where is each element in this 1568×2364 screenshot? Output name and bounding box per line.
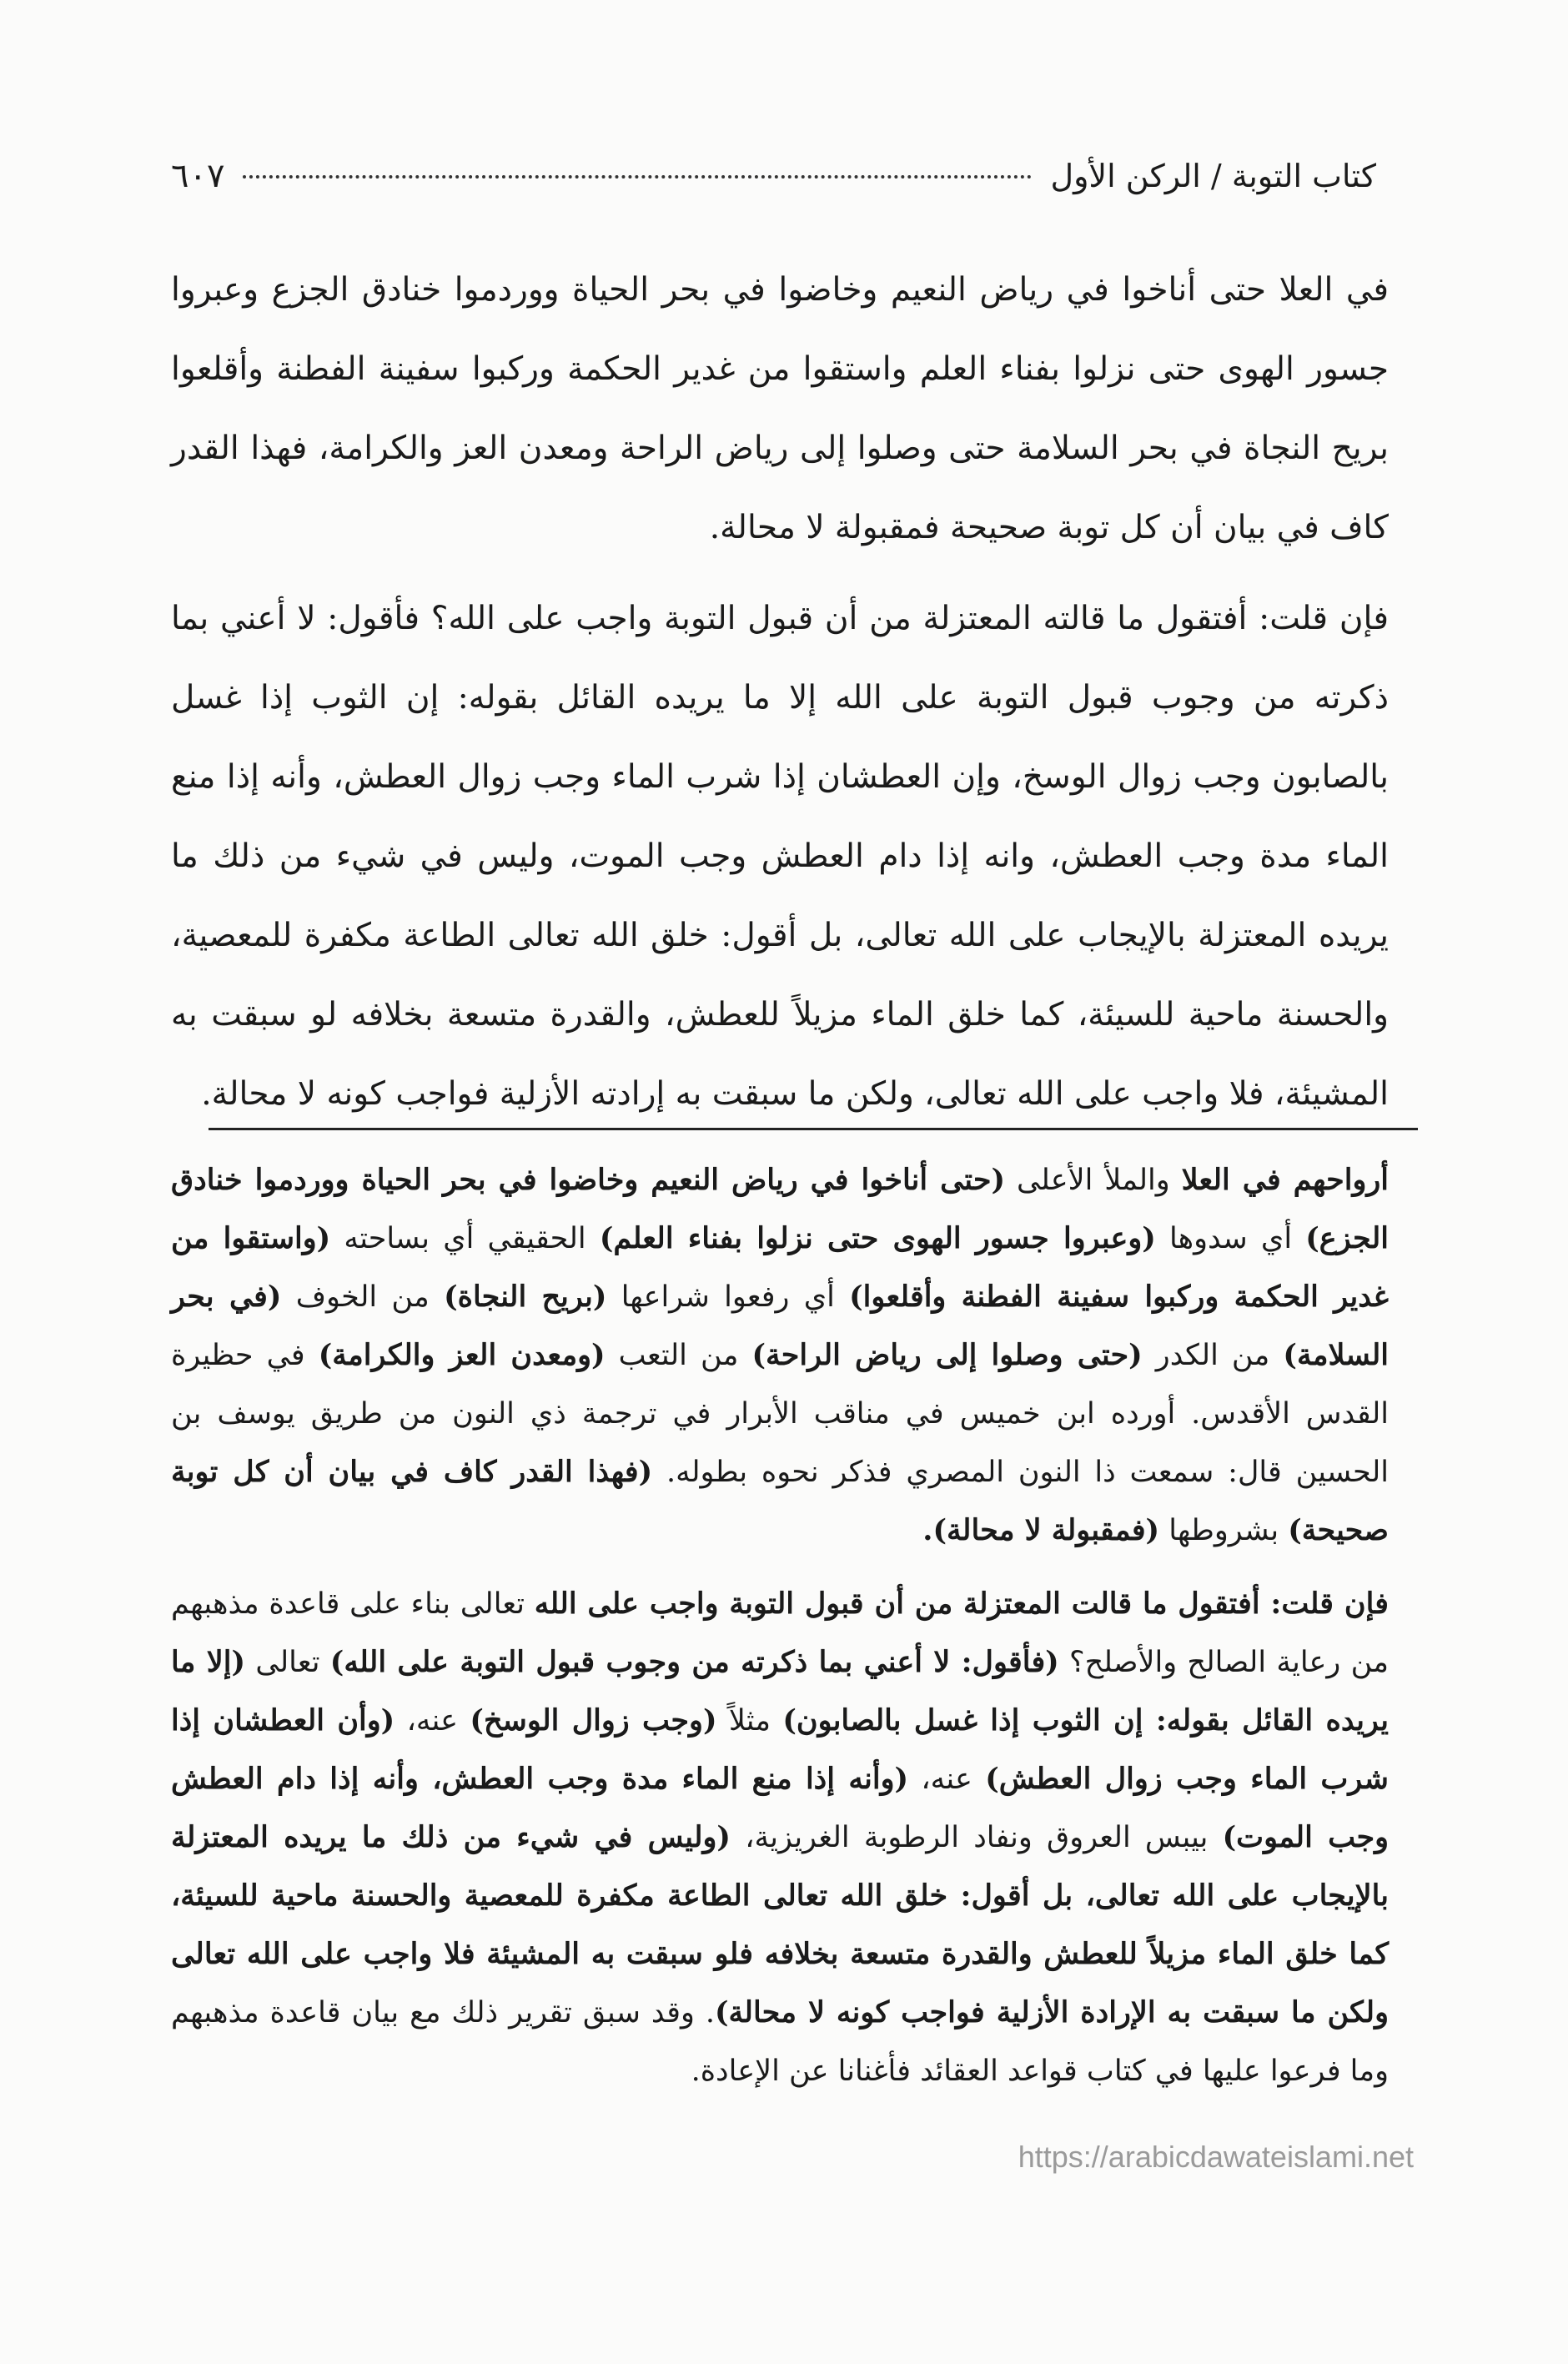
quoted-text: (وجب زوال الوسخ) bbox=[470, 1703, 717, 1738]
gloss-text: أي رفعوا شراعها bbox=[606, 1280, 850, 1314]
footnote-divider bbox=[209, 1128, 1418, 1130]
quoted-text: (وأنه إذا منع الماء مدة وجب العطش، وأنه إذا دام العطش وجب الموت) bbox=[171, 1762, 1390, 1854]
gloss-text: أي سدوها bbox=[1155, 1222, 1306, 1255]
quoted-text: (وأن العطشان إذا شرب الماء وجب زوال العطش) bbox=[171, 1703, 1389, 1796]
quoted-text: (ومعدن العز والكرامة) bbox=[318, 1338, 606, 1372]
gloss-text: . وقد سبق تقرير ذلك مع بيان قاعدة مذهبهم وما فرعوا عليها في كتاب قواعد العقائد فأغنانا عن الإعادة. bbox=[171, 1996, 1389, 2088]
gloss-text: والملأ الأعلى bbox=[1005, 1164, 1182, 1197]
commentary-section bbox=[171, 1151, 1389, 2100]
watermark-url: https://arabicdawateislami.net bbox=[1018, 2140, 1414, 2174]
gloss-text: تعالى بناء على قاعدة مذهبهم من رعاية الصالح والأصلح؟ bbox=[171, 1587, 1390, 1679]
gloss-text: في حظيرة القدس الأقدس. أورده ابن خميس في مناقب الأبرار في ترجمة ذي النون من طريق يوسف بن الحسين قال: سمعت ذا النون المصري فذكر نحوه بطوله. bbox=[171, 1339, 1390, 1489]
header-dot-leader bbox=[243, 175, 1032, 179]
quoted-text: (فأقول: لا أعني بما ذكرته من وجوب قبول التوبة على الله) bbox=[329, 1645, 1059, 1679]
gloss-text: بيبس العروق ونفاد الرطوبة الغريزية، bbox=[730, 1821, 1223, 1854]
gloss-text: بشروطها bbox=[1159, 1514, 1289, 1547]
quoted-text: (إلا ما يريده القائل بقوله: إن الثوب إذا غسل بالصابون) bbox=[171, 1645, 1389, 1738]
quoted-text: (فمقبولة لا محالة). bbox=[922, 1513, 1160, 1547]
gloss-text: تعالى bbox=[245, 1646, 330, 1679]
quoted-text: (في بحر السلامة) bbox=[171, 1280, 1389, 1372]
page-number: ٦٠٧ bbox=[171, 157, 225, 195]
commentary-paragraph-2 bbox=[171, 1575, 1389, 2100]
quoted-text: (واستقوا من غدير الحكمة وركبوا سفينة الفطنة وأقلعوا) bbox=[171, 1221, 1389, 1314]
gloss-text: عنه، bbox=[395, 1704, 470, 1738]
gloss-text: عنه، bbox=[908, 1763, 986, 1796]
quoted-text: فإن قلت: أفتقول ما قالت المعتزلة من أن قبول التوبة واجب على الله bbox=[534, 1587, 1389, 1621]
quoted-text: أرواحهم في العلا bbox=[1181, 1163, 1389, 1197]
gloss-text: من الخوف bbox=[281, 1280, 445, 1314]
gloss-text: من الكدر bbox=[1142, 1339, 1284, 1372]
quoted-text: (حتى أناخوا في رياض النعيم وخاضوا في بحر الحياة ووردموا خنادق الجزع) bbox=[171, 1163, 1389, 1255]
header-title: كتاب التوبة / الركن الأول bbox=[1050, 158, 1376, 194]
main-paragraph-2: فإن قلت: أفتقول ما قالته المعتزلة من أن قبول التوبة واجب على الله؟ فأقول: لا أعني بما ذكرته من وجوب قبول التوبة على الله إلا ما يريده القائل بقوله: إن الثوب إذا غسل بالصابون وجب زوال الوسخ، وإن العطشان إذا شرب الماء وجب زوال العطش، وأنه إذا منع الماء مدة وجب العطش، وانه إذا دام العطش وجب الموت، وليس في شيء من ذلك ما يريده المعتزلة بالإيجاب على الله تعالى، بل أقول: خلق الله تعالى الطاعة مكفرة للمعصية، والحسنة ماحية للسيئة، كما خلق الماء مزيلاً للعطش، والقدرة متسعة بخلافه لو سبقت به المشيئة، فلا واجب على الله تعالى، ولكن ما سبقت به إرادته الأزلية فواجب كونه لا محالة. bbox=[171, 600, 1389, 1113]
gloss-text: من التعب bbox=[605, 1339, 752, 1372]
quoted-text: (وليس في شيء من ذلك ما يريده المعتزلة بالإيجاب على الله تعالى، بل أقول: خلق الله تعالى الطاعة مكفرة للمعصية والحسنة ماحية للسيئة، كما خلق الماء مزيلاً للعطش والقدرة متسعة بخلافه فلو سبقت به المشيئة فلا واجب على الله تعالى ولكن ما سبقت به الإرادة الأزلية فواجب كونه لا محالة) bbox=[171, 1820, 1389, 2030]
quoted-text: (حتى وصلوا إلى رياض الراحة) bbox=[751, 1338, 1143, 1372]
quoted-text: (بريح النجاة) bbox=[444, 1280, 607, 1314]
main-paragraph-1: في العلا حتى أناخوا في رياض النعيم وخاضوا في بحر الحياة ووردموا خنادق الجزع وعبروا جسور الهوى حتى نزلوا بفناء العلم واستقوا من غدير الحكمة وركبوا سفينة الفطنة وأقلعوا بريح النجاة في بحر السلامة حتى وصلوا إلى رياض الراحة ومعدن العز والكرامة، فهذا القدر كاف في بيان أن كل توبة صحيحة فمقبولة لا محالة. bbox=[171, 271, 1389, 546]
gloss-text: الحقيقي أي بساحته bbox=[330, 1222, 600, 1255]
quoted-text: (وعبروا جسور الهوى حتى نزلوا بفناء العلم) bbox=[599, 1221, 1156, 1255]
quoted-text: (فهذا القدر كاف في بيان أن كل توبة صحيحة) bbox=[171, 1455, 1389, 1547]
main-text bbox=[171, 250, 1389, 1134]
running-header bbox=[171, 157, 1376, 215]
gloss-text: مثلاً bbox=[716, 1704, 783, 1738]
commentary-paragraph-1 bbox=[171, 1151, 1389, 1560]
